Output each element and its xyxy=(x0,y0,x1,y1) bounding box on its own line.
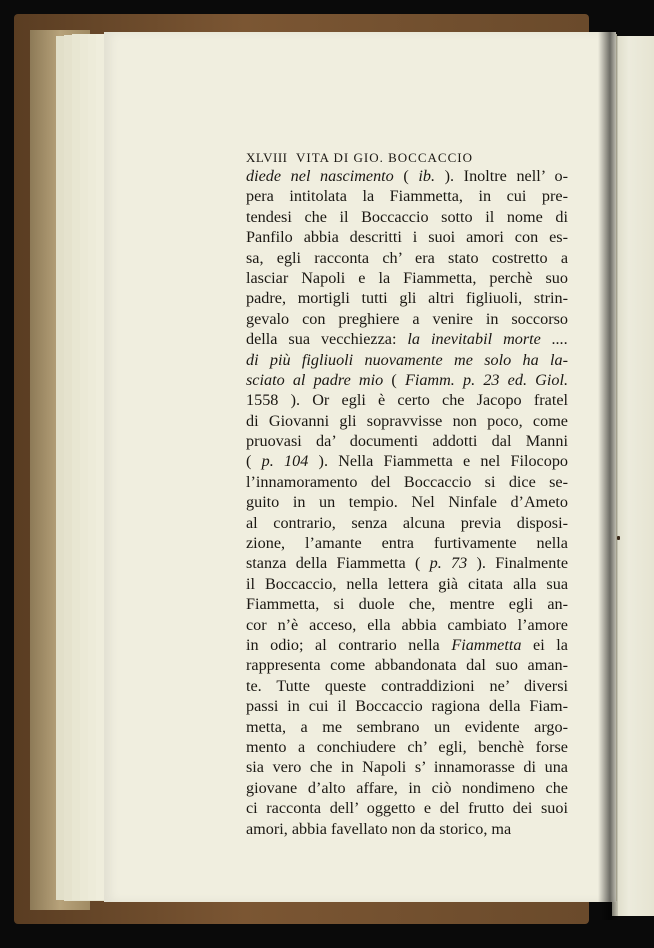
text-line: rappresenta come abbandonata dal suo aman- xyxy=(246,656,568,675)
text-line: sia vero che in Napoli s’ innamorasse di una xyxy=(246,758,568,777)
text-line: mento a conchiudere ch’ egli, benchè forse xyxy=(246,737,568,756)
text-line: sciato al padre mio ( Fiamm. p. 23 ed. Giol. xyxy=(246,370,569,389)
text-line: ( p. 104 ). Nella Fiammetta e nel Filocopo xyxy=(246,452,569,471)
text-line: giovane d’alto affare, in ciò nondimeno che xyxy=(246,778,568,797)
text-line: della sua vecchiezza: la inevitabil morte .... xyxy=(246,330,569,349)
text-line: pera intitolata la Fiammetta, in cui pre- xyxy=(246,187,568,206)
body-text xyxy=(246,166,568,839)
text-line: lasciar Napoli e la Fiammetta, perchè suo xyxy=(246,268,568,287)
ink-speck xyxy=(617,536,620,540)
running-title: VITA DI GIO. BOCCACCIO xyxy=(296,150,473,165)
text-line: metta, a me sembrano un evidente argo- xyxy=(246,717,568,736)
text-line: di più figliuoli nuovamente me solo ha la- xyxy=(246,350,568,369)
text-line: l’innamoramento del Boccaccio si dice se- xyxy=(246,472,568,491)
text-line: stanza della Fiammetta ( p. 73 ). Finalmente xyxy=(246,554,569,573)
text-line: gevalo con preghiere a venire in soccorso xyxy=(246,309,568,328)
text-line: passi in cui il Boccaccio ragiona della Fiam- xyxy=(246,697,568,716)
gutter-shadow xyxy=(598,30,618,920)
text-line: in odio; al contrario nella Fiammetta ei la xyxy=(246,635,568,654)
page-number: XLVIII xyxy=(246,150,288,165)
text-line: amori, abbia favellato non da storico, ma xyxy=(246,819,512,838)
text-line: padre, mortigli tutti gli altri figliuoli, strin- xyxy=(246,289,568,308)
text-line: sa, egli racconta ch’ era stato costretto a xyxy=(246,248,568,267)
text-line: tendesi che il Boccaccio sotto il nome di xyxy=(246,207,568,226)
text-line: Fiammetta, si duole che, mentre egli an- xyxy=(246,595,568,614)
facing-page-edge xyxy=(612,36,654,916)
text-line: zione, l’amante entra furtivamente nella xyxy=(246,534,568,553)
text-line: te. Tutte queste contraddizioni ne’ diversi xyxy=(246,676,568,695)
text-line: di Giovanni gli sopravvisse non poco, come xyxy=(246,411,568,430)
text-line: Panfilo abbia descritti i suoi amori con es- xyxy=(246,228,568,247)
text-line: diede nel nascimento ( ib. ). Inoltre nell’ o- xyxy=(246,167,568,185)
text-line: cor n’è acceso, ella abbia cambiato l’amore xyxy=(246,615,568,634)
text-line: guito in un tempio. Nel Ninfale d’Ameto xyxy=(246,493,568,512)
text-line: il Boccaccio, nella lettera già citata alla sua xyxy=(246,574,568,593)
text-line: al contrario, senza alcuna previa disposi- xyxy=(246,513,568,532)
text-line: pruovasi da’ documenti addotti dal Manni xyxy=(246,432,568,451)
text-line: 1558 ). Or egli è certo che Jacopo fratel xyxy=(246,391,568,410)
text-line: ci racconta dell’ oggetto e del frutto dei suoi xyxy=(246,799,568,818)
